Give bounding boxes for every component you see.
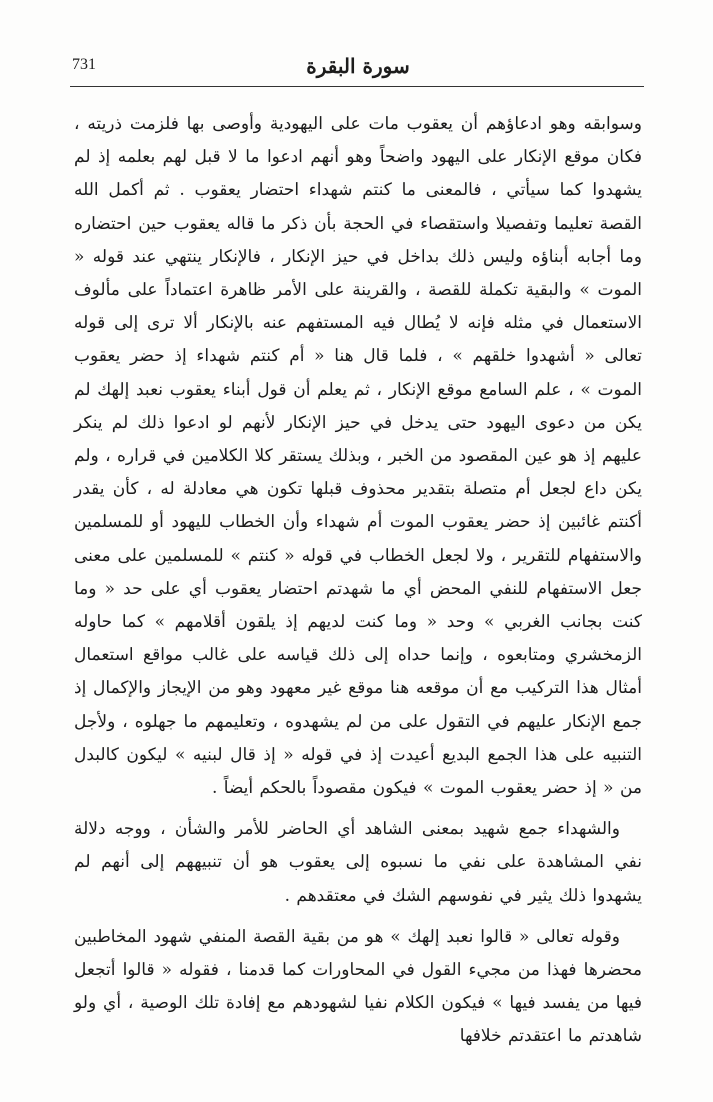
paragraph-3: وقوله تعالى « قالوا نعبد إلهك » هو من بقية القصة المنفي شهود المخاطبين محضرها فهذا من مجيء القول في المحاورات كما قدمنا ، فقوله « قالوا أتجعل فيها من يفسد فيها » فيكون الكلام نفيا لشهودهم مع إفادة تلك الوصية ، أي ولو شاهدتم ما اعتقدتم خلافها — [74, 926, 642, 1047]
header-rule — [70, 86, 644, 87]
body-text — [74, 108, 642, 1054]
paragraph-2: والشهداء جمع شهيد بمعنى الشاهد أي الحاضر للأمر والشأن ، ووجه دلالة نفي المشاهدة على نفي ما نسبوه إلى يعقوب هو أن تنبيههم إلى أنهم لم يشهدوا ذلك يثير في نفوسهم الشك في معتقدهم . — [74, 819, 642, 906]
chapter-title: سورة البقرة — [306, 54, 410, 78]
page-number: 731 — [72, 56, 96, 73]
paragraph-1: وسوابقه وهو ادعاؤهم أن يعقوب مات على اليهودية وأوصى بها فلزمت ذريته ، فكان موقع الإنكار على اليهود واضحاً وهو أنهم ادعوا ما لا قبل لهم بعلمه إذ لم يشهدوا كما سيأتي ، فالمعنى ما كنتم شهداء احتضار يعقوب . ثم أكمل الله القصة تعليما وتفصيلا واستقصاء في الحجة بأن ذكر ما قاله يعقوب حين احتضاره وما أجابه أبناؤه وليس ذلك بداخل في حيز الإنكار ، فالإنكار ينتهي عند قوله « الموت » والبقية تكملة للقصة ، والقرينة على الأمر ظاهرة اعتماداً على مألوف الاستعمال في مثله فإنه لا يُطال فيه المستفهم عنه بالإنكار ألا ترى إلى قوله تعالى « أشهدوا خلقهم » ، فلما قال هنا « أم كنتم شهداء إذ حضر يعقوب الموت » ، علم السامع موقع الإنكار ، ثم يعلم أن قول أبناء يعقوب نعبد إلهك لم يكن من دعوى اليهود حتى يدخل في حيز الإنكار لأنهم لو ادعوا ذلك لم ينكر عليهم إذ هو عين المقصود من الخبر ، وبذلك يستقر كلا الكلامين في قراره ، ولم يكن داع لجعل أم متصلة بتقدير محذوف قبلها تكون هي معادلة له ، كأن يقدر أكنتم غائبين إذ حضر يعقوب الموت أم شهداء وأن الخطاب لليهود أو للمسلمين والاستفهام للتقرير ، ولا لجعل الخطاب في قوله « كنتم » للمسلمين على معنى جعل الاستفهام للنفي المحض أي ما شهدتم احتضار يعقوب أي على حد « وما كنت بجانب الغربي » وحد « وما كنت لديهم إذ يلقون أقلامهم » كما حاوله الزمخشري ومتابعوه ، وإنما حداه إلى ذلك قياسه على غالب مواقع استعمال أمثال هذا التركيب مع أن موقعه هنا موقع غير معهود وهو من الإيجاز والإكمال إذ جمع الإنكار عليهم في التقول على من لم يشهدوه ، وتعليمهم ما جهلوه ، ولأجل التنبيه على هذا الجمع البديع أعيدت إذ في قوله « إذ قال لبنيه » ليكون كالبدل من « إذ حضر يعقوب الموت » فيكون مقصوداً بالحكم أيضاً . — [74, 114, 642, 799]
page-header — [72, 52, 644, 88]
